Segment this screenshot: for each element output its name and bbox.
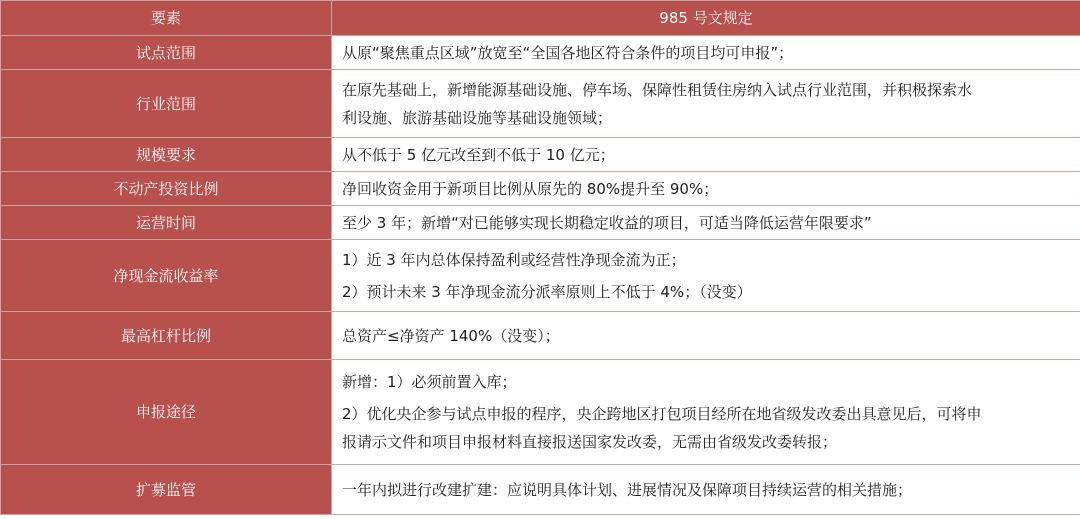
table-row [1,465,1080,515]
row-value [332,312,1080,360]
row-key: 净现金流收益率 [1,240,332,312]
row-value [332,240,1080,312]
table-row [1,138,1080,172]
row-value [332,36,1080,70]
row-value [332,70,1080,138]
row-value-line: 2）预计未来 3 年净现金流分派率原则上不低于 4%；（没变） [342,282,752,301]
header-rule: 985 号文规定 [332,1,1080,36]
row-key: 运营时间 [1,206,332,240]
row-key: 最高杠杆比例 [1,312,332,360]
row-key: 试点范围 [1,36,332,70]
table-row [1,70,1080,138]
table-row [1,360,1080,465]
row-key: 申报途径 [1,360,332,465]
row-value [332,206,1080,240]
row-key: 扩募监管 [1,465,332,515]
row-value-line: 至少 3 年；新增“对已能够实现长期稳定收益的项目，可适当降低运营年限要求” [342,213,872,232]
header-element: 要素 [1,1,332,36]
row-value-line: 总资产≤净资产 140%（没变）； [342,326,560,345]
row-value-line: 新增：1）必须前置入库； [342,373,517,391]
table-row [1,172,1080,206]
row-value-line: 利设施、旅游基础设施等基础设施领域； [342,108,613,127]
row-value-line: 1）近 3 年内总体保持盈利或经营性净现金流为正； [342,250,686,269]
row-value-line: 一年内拟进行改建扩建：应说明具体计划、进展情况及保障项目持续运营的相关措施； [342,480,913,499]
row-value-line: 从不低于 5 亿元改至到不低于 10 亿元； [342,145,615,164]
row-value-line: 在原先基础上，新增能源基础设施、停车场、保障性租赁住房纳入试点行业范围，并积极探索水 [342,80,973,99]
table-row [1,206,1080,240]
row-value [332,465,1080,515]
row-key: 规模要求 [1,138,332,172]
row-key: 行业范围 [1,70,332,138]
table-row [1,240,1080,312]
row-value [332,138,1080,172]
row-value-line: 净回收资金用于新项目比例从原先的 80%提升至 90%； [342,179,719,198]
row-value [332,172,1080,206]
row-value-line: 报请示文件和项目申报材料直接报送国家发改委，无需由省级发改委转报； [342,433,838,451]
table-row [1,36,1080,70]
table-header-row [1,1,1080,36]
row-value-line: 2）优化央企参与试点申报的程序，央企跨地区打包项目经所在地省级发改委出具意见后，可将申 [342,405,982,423]
row-value [332,360,1080,465]
table-row [1,312,1080,360]
row-key: 不动产投资比例 [1,172,332,206]
row-value-line: 从原“聚焦重点区域”放宽至“全国各地区符合条件的项目均可申报”； [342,43,794,62]
